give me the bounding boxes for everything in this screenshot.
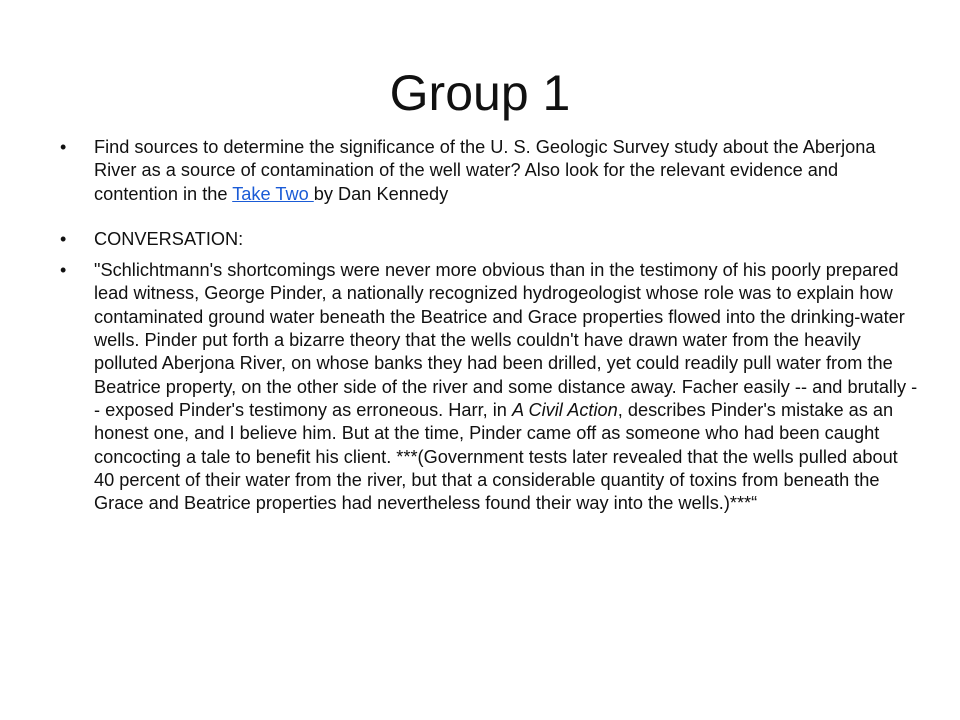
bullet-text: CONVERSATION:: [94, 228, 244, 249]
slide-title: Group 1: [389, 65, 571, 121]
take-two-link[interactable]: Take Two: [232, 183, 314, 204]
bullet-text-after: by Dan Kennedy: [313, 183, 449, 204]
bullet-item-task: [58, 136, 918, 206]
bullet-item-quote: [58, 259, 918, 515]
quote-text-start: "Schlichtmann's shortcomings were never more obvious than in the testimony of his poorly prepared lead witness, George Pinder, a nationally recognized hydrogeologist whose role was to explain how contaminated ground water beneath the Beatrice and Grace properties flowed into the drinking-water wells. Pinder put forth a bizarre theory that the wells couldn't have drawn water from the heavily polluted Aberjona River, on whose banks they had been drilled, yet could readily pull water from the Beatrice property, on the other side of the river and some distance away. Facher easily -- and brutally -- exposed Pinder's testimony as erroneous. Harr, in: [94, 260, 918, 420]
bullet-list: [58, 136, 918, 515]
bullet-text: Find sources to determine the significance of the U. S. Geologic Survey study about the Aberjona River as a source of contamination of the well water? Also look for the relevant evidence and contention in the: [94, 137, 876, 204]
bullet-dot-icon: •: [60, 137, 67, 157]
book-title: A Civil Action: [511, 399, 618, 420]
bullet-dot-icon: •: [60, 260, 67, 281]
quote-text-end: , describes Pinder's mistake as an honest one, and I believe him. But at the time, Pinder came off as someone who had been caught concocting a tale to benefit his client. ***(Government tests later revealed that the wells pulled about 40 percent of their water from the river, but that a considerable quantity of toxins from beneath the Grace and Beatrice properties had nevertheless found their way into the wells.)***“: [94, 399, 898, 514]
bullet-dot-icon: •: [60, 228, 67, 249]
bullet-item-conversation: [58, 228, 918, 251]
